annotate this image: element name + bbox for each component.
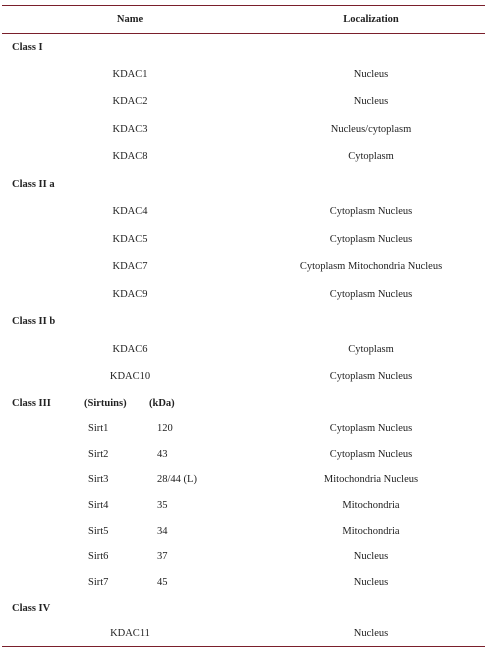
class-iib-label: Class II b [12, 316, 56, 327]
table-row-localization: Mitochondria [342, 526, 400, 537]
table-row-name: Sirt3 [88, 474, 109, 485]
table-row-name: KDAC2 [112, 96, 148, 107]
table-row-localization: Nucleus [353, 69, 389, 80]
table-row-localization: Cytoplasm [348, 344, 394, 355]
table-row-name: KDAC4 [112, 206, 148, 217]
table-row-localization: Cytoplasm Nucleus [329, 234, 413, 245]
table-row-localization: Nucleus [353, 628, 389, 639]
table-row-name: KDAC7 [112, 261, 148, 272]
table-row-kda: 28/44 (L) [157, 474, 197, 485]
table-row-localization: Cytoplasm [348, 151, 394, 162]
table-row-kda: 120 [157, 423, 173, 434]
table-row-localization: Cytoplasm Nucleus [329, 423, 413, 434]
table-row-kda: 45 [157, 577, 168, 588]
table-row-kda: 43 [157, 449, 168, 460]
header-localization: Localization [343, 14, 399, 25]
kda-label: (kDa) [149, 398, 175, 409]
table-row-localization: Nucleus [353, 551, 389, 562]
table-row-localization: Nucleus [353, 96, 389, 107]
class-iii-label: Class III [12, 398, 51, 409]
table-row-localization: Mitochondria [342, 500, 400, 511]
table-row-localization: Nucleus/cytoplasm [330, 124, 412, 135]
class-iia-label: Class II a [12, 179, 55, 190]
table-row-localization: Cytoplasm Nucleus [329, 289, 413, 300]
table-row-name: Sirt5 [88, 526, 109, 537]
table-row-name: KDAC9 [112, 289, 148, 300]
table-row-name: KDAC1 [112, 69, 148, 80]
table-row-localization: Cytoplasm Nucleus [329, 206, 413, 217]
table-row-name: KDAC3 [112, 124, 148, 135]
table-row-name: KDAC8 [112, 151, 148, 162]
class-iv-label: Class IV [12, 603, 51, 614]
table-row-name: KDAC11 [110, 628, 150, 639]
table-row-name: Sirt7 [88, 577, 109, 588]
table-row-name: Sirt2 [88, 449, 109, 460]
table-row-localization: Cytoplasm Mitochondria Nucleus [299, 261, 443, 272]
table-row-name: KDAC6 [112, 344, 148, 355]
bottom-rule [2, 646, 485, 647]
table-row-name: Sirt4 [88, 500, 109, 511]
class-i-label: Class I [12, 42, 43, 53]
table-row-name: KDAC10 [109, 371, 151, 382]
table-row-localization: Cytoplasm Nucleus [329, 449, 413, 460]
table-row-localization: Mitochondria Nucleus [323, 474, 419, 485]
table-row-localization: Nucleus [353, 577, 389, 588]
table-row-name: Sirt1 [88, 423, 109, 434]
table-row-kda: 37 [157, 551, 168, 562]
table-row-kda: 34 [157, 526, 168, 537]
header-rule [2, 33, 485, 34]
table-row-kda: 35 [157, 500, 168, 511]
table-row-name: Sirt6 [88, 551, 109, 562]
header-name: Name [116, 14, 144, 25]
top-rule [2, 5, 485, 6]
sirtuins-label: (Sirtuins) [84, 398, 127, 409]
table-row-name: KDAC5 [112, 234, 148, 245]
table-row-localization: Cytoplasm Nucleus [329, 371, 413, 382]
